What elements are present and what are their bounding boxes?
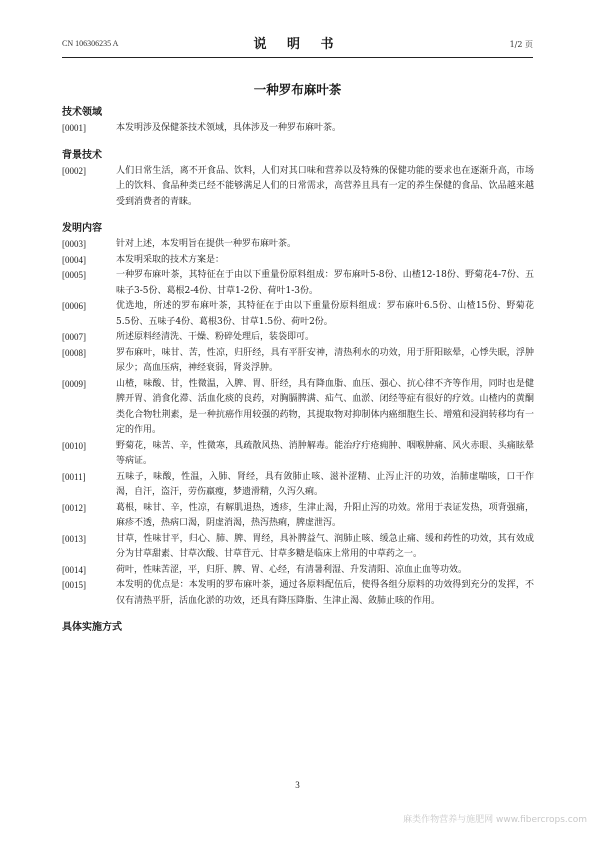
paragraph bbox=[62, 563, 534, 579]
document-title: 一种罗布麻叶茶 bbox=[253, 82, 342, 97]
paragraph-text: 荷叶，性味苦涩，平，归肝、脾、胃、心经，有清暑利湿、升发清阳、凉血止血等功效。 bbox=[116, 564, 468, 575]
paragraph bbox=[62, 299, 534, 330]
document-type: 说 明 书 bbox=[253, 37, 342, 52]
paragraph-text: 本发明采取的技术方案是： bbox=[116, 254, 225, 265]
page-header bbox=[62, 33, 533, 53]
document-body bbox=[62, 106, 534, 636]
page-number: 3 bbox=[295, 780, 300, 790]
paragraph-text: 本发明的优点是：本发明的罗布麻叶茶，通过各原料配伍后，使得各组分原料的功效得到充分的发挥，不仅有清热平肝，活血化淤的功效，还具有降压降脂、生津止渴、敛肺止咳的作用。 bbox=[116, 580, 534, 606]
paragraph-number: [0004] bbox=[62, 254, 86, 265]
paragraph-number: [0010] bbox=[62, 440, 86, 451]
paragraph-number: [0001] bbox=[62, 123, 86, 133]
paragraph bbox=[62, 330, 534, 346]
paragraph-number: [0002] bbox=[62, 165, 86, 176]
paragraph-text: 本发明涉及保健茶技术领域，具体涉及一种罗布麻叶茶。 bbox=[116, 123, 342, 133]
paragraph-number: [0005] bbox=[62, 270, 86, 280]
paragraph-text: 人们日常生活，离不开食品、饮料，人们对其口味和营养以及特殊的保健功能的要求也在逐渐升高，市场上的饮料、食品种类已经不能够满足人们的日常需求，高营养且具有一定的养生保健的食品、饮品越来越受到消费者的青睐。 bbox=[116, 165, 534, 207]
paragraph-number: [0011] bbox=[62, 471, 86, 482]
paragraph bbox=[62, 501, 534, 532]
paragraph-number: [0015] bbox=[62, 580, 86, 590]
paragraph bbox=[62, 121, 534, 137]
paragraph-text: 一种罗布麻叶茶，其特征在于由以下重量份原料组成：罗布麻叶5-8份、山楂12-18份、野菊花4-7份、五味子3-5份、葛根2-4份、甘草1-2份、荷叶1-3份。 bbox=[116, 270, 534, 296]
paragraph-number: [0013] bbox=[62, 533, 86, 544]
paragraph-text: 针对上述，本发明旨在提供一种罗布麻叶茶。 bbox=[116, 239, 297, 249]
paragraph-number: [0009] bbox=[62, 378, 86, 389]
paragraph bbox=[62, 268, 534, 299]
paragraph bbox=[62, 237, 534, 253]
paragraph bbox=[62, 439, 534, 470]
publication-number: CN 106306235 A bbox=[62, 39, 119, 48]
section-heading: 技术领域 bbox=[62, 107, 102, 118]
paragraph-number: [0008] bbox=[62, 347, 86, 358]
paragraph-text: 甘草，性味甘平，归心、肺、脾、胃经，具补脾益气、润肺止咳、缓急止痛、缓和药性的功效，其有效成分为甘草甜素、甘草次酸、甘草苷元、甘草多糖是临床上常用的中草药之一。 bbox=[116, 533, 534, 559]
section-heading: 发明内容 bbox=[62, 223, 102, 234]
paragraph-text: 葛根，味甘、辛，性凉，有解肌退热，透疹，生津止渴，升阳止泻的功效。常用于表证发热，项背强痛，麻疹不透，热病口渴，阴虚消渴，热泻热痢，脾虚泄泻。 bbox=[116, 502, 534, 528]
paragraph-text: 优选地，所述的罗布麻叶茶，其特征在于由以下重量份原料组成：罗布麻叶6.5份、山楂15份、野菊花5.5份、五味子4份、葛根3份、甘草1.5份、荷叶2份。 bbox=[116, 301, 534, 327]
paragraph bbox=[62, 253, 534, 269]
paragraph bbox=[62, 377, 534, 439]
paragraph bbox=[62, 470, 534, 501]
paragraph bbox=[62, 164, 534, 211]
paragraph-number: [0003] bbox=[62, 239, 86, 249]
paragraph-text: 野菊花，味苦、辛，性微寒，具疏散风热、消肿解毒。能治疗疔疮痈肿、咽喉肿痛、风火赤眼、头痛眩晕等病证。 bbox=[116, 440, 534, 466]
paragraph bbox=[62, 578, 534, 609]
paragraph-text: 山楂，味酸、甘，性微温，入脾、胃、肝经，具有降血脂、血压、强心、抗心律不齐等作用，同时也是健脾开胃、消食化滞、活血化痰的良药，对胸膈脾满、疝气、血淤、闭经等症有很好的疗效。山楂内的黄酮类化合物牡荆素，是一种抗癌作用较强的药物，其提取物对抑制体内癌细胞生长、增殖和浸润转移均有一定的作用。 bbox=[116, 378, 534, 435]
paragraph-number: [0007] bbox=[62, 332, 86, 342]
paragraph-text: 所述原料经清洗、干燥、粉碎处理后，装袋即可。 bbox=[116, 332, 315, 342]
paragraph-number: [0012] bbox=[62, 502, 86, 513]
paragraph-number: [0014] bbox=[62, 564, 86, 575]
section-heading: 具体实施方式 bbox=[62, 622, 122, 633]
page-of: 1/2 页 bbox=[509, 40, 533, 49]
header-divider bbox=[62, 57, 533, 58]
paragraph-text: 罗布麻叶，味甘、苦，性凉，归肝经，具有平肝安神，清热利水的功效，用于肝阳眩晕，心悸失眠，浮肿尿少；高血压病，神经衰弱，肾炎浮肿。 bbox=[116, 347, 534, 373]
section-heading: 背景技术 bbox=[62, 149, 102, 161]
paragraph bbox=[62, 346, 534, 377]
watermark: 麻类作物营养与施肥网 www.fibercrops.com bbox=[403, 815, 587, 825]
paragraph bbox=[62, 532, 534, 563]
paragraph-text: 五味子，味酸，性温，入肺、肾经，具有敛肺止咳、滋补涩精、止泻止汗的功效，治肺虚喘咳，口干作渴，自汗，盗汗，劳伤羸瘦，梦遗滑精，久泻久痢。 bbox=[116, 471, 534, 497]
paragraph-number: [0006] bbox=[62, 301, 86, 311]
